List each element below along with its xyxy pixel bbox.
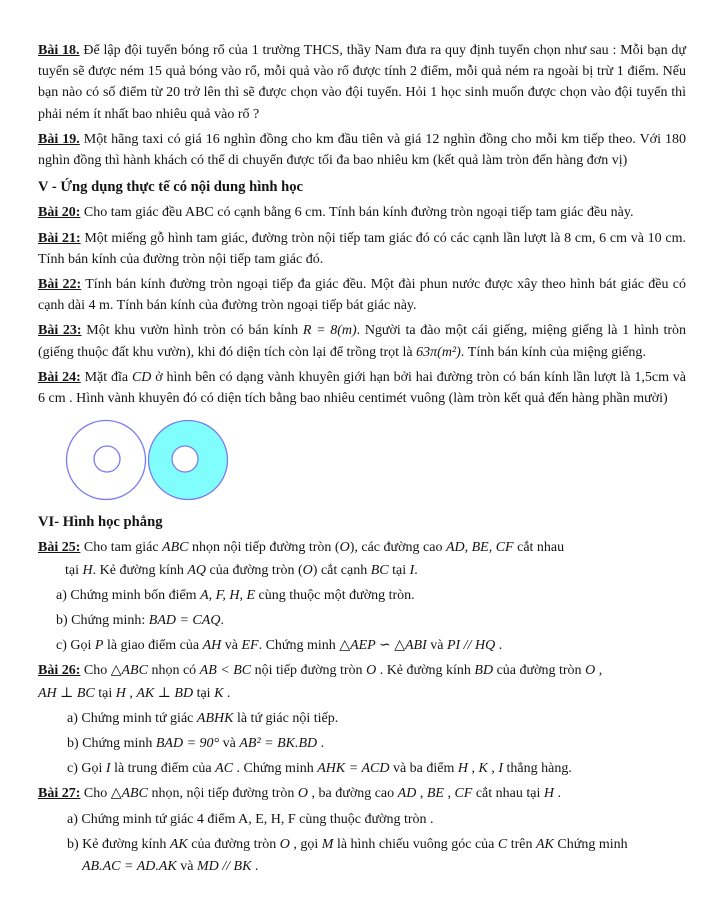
problem-label: Bài 25:	[38, 540, 81, 556]
document-body-bottom	[38, 512, 686, 877]
problem-26-item-b	[67, 733, 686, 754]
text-run: Mặt đĩa	[80, 369, 132, 385]
problem-20	[38, 202, 686, 223]
problem-25-item-c	[56, 635, 686, 656]
problem-26-item-a	[67, 708, 686, 729]
problem-19	[38, 129, 686, 171]
math-run: EF	[241, 638, 259, 654]
text-run: nội tiếp đường tròn	[251, 663, 367, 679]
math-run: △ABC	[110, 786, 148, 802]
text-run: .	[317, 736, 325, 752]
problem-25	[38, 537, 686, 558]
problem-label: Bài 24:	[38, 369, 81, 385]
text-run: Cho	[80, 663, 111, 679]
problem-25-item-a	[56, 585, 686, 606]
text-run: nhọn có	[147, 663, 200, 679]
math-run: O	[366, 663, 377, 679]
text-run: ,	[125, 685, 137, 701]
text-run: .	[251, 859, 259, 875]
problem-24	[38, 367, 686, 409]
text-run: . Tính bán kính của miệng giếng.	[460, 344, 646, 360]
math-run: BAD = 90°	[155, 736, 220, 752]
text-run: ở hình bên có dạng vành khuyên giới hạn bởi hai đường tròn có bán kính lần lượt là 1,5cm và 6 cm . Hình vành khuyên đó có diện tích bằng bao nhiêu centimét vuông (làm tròn kết quả đến hàng phần mười)	[38, 369, 687, 407]
text-run: .	[553, 786, 561, 802]
heading-text: V - Ứng dụng thực tế có nội dung hình học	[38, 179, 304, 196]
problem-27	[38, 783, 686, 804]
text-run: Một khu vườn hình tròn có bán kính	[81, 323, 303, 339]
text-run: . Người ta đào một cái giếng, miệng giếng là 1 hình tròn (giếng thuộc đất khu vườn), khi đó diện tích còn lại để trồng trọt là	[38, 323, 687, 360]
math-run: BAD = CAQ	[148, 613, 221, 629]
text-run: .	[220, 613, 224, 629]
text-run: và ba điểm	[389, 761, 458, 777]
text-run: a) Chứng minh tứ giác	[67, 710, 197, 726]
math-run: H	[543, 786, 554, 802]
text-run: của đường tròn	[493, 663, 586, 679]
problem-18	[38, 40, 686, 125]
text-run: của đường tròn (	[206, 562, 303, 578]
math-run: ABC	[162, 540, 189, 556]
text-run: ,	[468, 761, 479, 777]
math-run: AD, BE, CF	[445, 540, 514, 556]
math-run: AB < BC	[199, 663, 252, 679]
math-run: AC	[215, 761, 234, 777]
text-run: tại	[388, 562, 410, 578]
math-run: △ABC	[110, 663, 148, 679]
problem-25-line2	[65, 560, 686, 581]
math-run: H	[115, 685, 126, 701]
text-run: ), các đường cao	[349, 540, 446, 556]
text-run: là trung điểm của	[110, 761, 216, 777]
text-run: Một hãng taxi có giá 16 nghìn đồng cho km đầu tiên và giá 12 nghìn đồng cho mỗi km tiếp theo. Với 180 nghìn đồng thì hành khách có thể di chuyển được tối đa bao nhiêu km (kết quả làm tròn đến hàng đơn vị)	[38, 131, 686, 169]
document-body-top	[38, 40, 686, 409]
math-run: BC	[370, 562, 389, 578]
text-run: là hình chiếu vuông góc của	[333, 836, 498, 852]
text-run: b) Chứng minh:	[56, 613, 149, 629]
text-run: Cho tam giác	[80, 540, 163, 556]
math-run: AK	[169, 836, 188, 852]
problem-27-item-b	[67, 834, 686, 855]
math-run: ABHK	[196, 710, 234, 726]
math-run: AH	[202, 638, 222, 654]
text-run: là giao điểm của	[103, 638, 203, 654]
text-run: a) Chứng minh tứ giác 4 điểm A, E, H, F cùng thuộc đường tròn .	[67, 811, 434, 827]
math-run: AD	[397, 786, 417, 802]
math-run: O	[585, 663, 596, 679]
math-run: K	[478, 761, 488, 777]
text-run: nhọn nội tiếp đường tròn (	[188, 540, 340, 556]
text-run: .	[223, 685, 231, 701]
text-run: và	[426, 638, 447, 654]
math-run: AH ⊥ BC	[38, 685, 95, 701]
text-run: , gọi	[289, 836, 322, 852]
text-run: ,	[443, 786, 455, 802]
problem-label: Bài 21:	[38, 230, 81, 246]
text-run: Tính bán kính đường tròn ngoại tiếp đa giác đều. Một đài phun nước được xây theo hình bát giác đều có cạnh dài 4 m. Tính bán kính của đường tròn ngoại tiếp bát giác này.	[38, 277, 686, 314]
text-run: Cho	[80, 786, 111, 802]
text-run: ,	[416, 786, 427, 802]
problem-label: Bài 18.	[38, 43, 80, 58]
text-run: . Kẻ đường kính	[92, 562, 188, 578]
text-run: và	[176, 859, 197, 875]
text-run: cắt nhau	[513, 540, 565, 556]
math-run: AB.AC = AD.AK	[82, 859, 177, 875]
problem-26-item-c	[67, 758, 686, 779]
problem-23	[38, 320, 686, 362]
text-run: a) Chứng minh bốn điểm	[56, 587, 201, 603]
math-run: I	[498, 761, 504, 777]
problem-label: Bài 22:	[38, 277, 82, 293]
text-run: ,	[595, 663, 603, 679]
text-run: thẳng hàng.	[503, 761, 572, 777]
math-run: C	[497, 836, 508, 852]
math-run: P	[94, 638, 104, 654]
annulus-figure	[52, 416, 686, 506]
text-run: .	[414, 562, 418, 578]
section-heading-5	[38, 177, 686, 198]
math-run: CF	[454, 786, 473, 802]
problem-26-line2	[38, 683, 686, 704]
math-run: CD	[131, 369, 152, 385]
math-run: AK	[536, 836, 554, 852]
math-run: H	[82, 562, 93, 578]
text-run: , ba đường cao	[308, 786, 398, 802]
problem-22	[38, 274, 686, 316]
math-run: MD // BK	[196, 859, 252, 875]
math-run: O	[339, 540, 350, 556]
text-run: tại	[94, 685, 116, 701]
section-heading-6	[38, 512, 686, 533]
problem-label: Bài 27:	[38, 786, 81, 802]
text-run: . Chứng minh	[258, 638, 340, 654]
problem-27-line-last	[82, 856, 686, 877]
math-run: O	[297, 786, 309, 802]
text-run: và	[221, 638, 242, 654]
text-run: ,	[487, 761, 499, 777]
math-run: BE	[426, 786, 444, 802]
math-run: M	[321, 836, 334, 852]
text-run: c) Gọi	[56, 638, 95, 654]
math-run: AHK = ACD	[317, 761, 390, 777]
text-run: b) Chứng minh	[67, 736, 156, 752]
heading-text: VI- Hình học phẳng	[38, 514, 163, 531]
text-run: ) cắt cạnh	[312, 562, 371, 578]
text-run: tại	[65, 562, 83, 578]
text-run: trên	[507, 836, 536, 852]
text-run: Chứng minh	[553, 836, 628, 852]
text-run: và	[219, 736, 240, 752]
text-run: của đường tròn	[187, 836, 280, 852]
math-run: AQ	[187, 562, 207, 578]
math-run: R = 8(m)	[302, 323, 357, 339]
math-run: BD	[474, 663, 494, 679]
text-run: . Chứng minh	[233, 761, 318, 777]
text-run: .	[495, 638, 503, 654]
text-run: . Kẻ đường kính	[376, 663, 475, 679]
left-annulus-inner-circle	[94, 446, 120, 472]
problem-26	[38, 660, 686, 681]
problem-label: Bài 23:	[38, 323, 82, 339]
math-run: K	[214, 685, 224, 701]
cd-annulus-drawing	[52, 416, 236, 506]
math-run: △AEP ∽ △ABI	[339, 638, 427, 654]
math-run: A, F, H, E	[200, 587, 256, 603]
math-run: 63π(m²)	[416, 344, 461, 360]
math-run: PI // HQ	[446, 638, 496, 654]
math-run: H	[457, 761, 468, 777]
problem-27-item-a	[67, 809, 686, 830]
text-run: là tứ giác nội tiếp.	[233, 710, 339, 726]
text-run: Một miếng gỗ hình tam giác, đường tròn nội tiếp tam giác đó có các cạnh lần lượt là 8 cm, 6 cm và 10 cm. Tính bán kính của đường tròn nội tiếp tam giác đó.	[38, 230, 687, 267]
right-annulus-inner-circle	[172, 446, 198, 472]
text-run: cắt nhau tại	[472, 786, 544, 802]
text-run: b) Kẻ đường kính	[67, 836, 170, 852]
math-run: AB² = BK.BD	[239, 736, 318, 752]
math-run: AK ⊥ BD	[136, 685, 194, 701]
text-run: Để lập đội tuyển bóng rổ của 1 trường THCS, thầy Nam đưa ra quy định tuyển chọn như sau : Mỗi bạn dự tuyển sẽ được ném 15 quả bóng vào rổ, mỗi quả vào rổ được tính 2 điểm, mỗi quả ném ra ngoài bị trừ 1 điểm. Nếu bạn nào có số điểm từ 20 trở lên thì sẽ được chọn vào đội tuyển. Hỏi 1 học sinh muốn được chọn vào đội tuyển thì phải ném ít nhất bao nhiêu quả vào rổ ?	[38, 43, 686, 122]
problem-21	[38, 228, 686, 270]
problem-25-item-b	[56, 610, 686, 631]
math-run: I	[409, 562, 415, 578]
problem-label: Bài 19.	[38, 131, 80, 147]
math-run: O	[279, 836, 290, 852]
text-run: tại	[193, 685, 215, 701]
problem-label: Bài 26:	[38, 663, 81, 679]
problem-label: Bài 20:	[38, 205, 81, 221]
text-run: cùng thuộc một đường tròn.	[255, 587, 415, 603]
math-run: O	[302, 562, 313, 578]
math-run: I	[105, 761, 111, 777]
text-run: nhọn, nội tiếp đường tròn	[147, 786, 298, 802]
text-run: c) Gọi	[67, 761, 106, 777]
text-run: Cho tam giác đều ABC có cạnh bằng 6 cm. Tính bán kính đường tròn ngoại tiếp tam giác đều này.	[80, 205, 634, 221]
